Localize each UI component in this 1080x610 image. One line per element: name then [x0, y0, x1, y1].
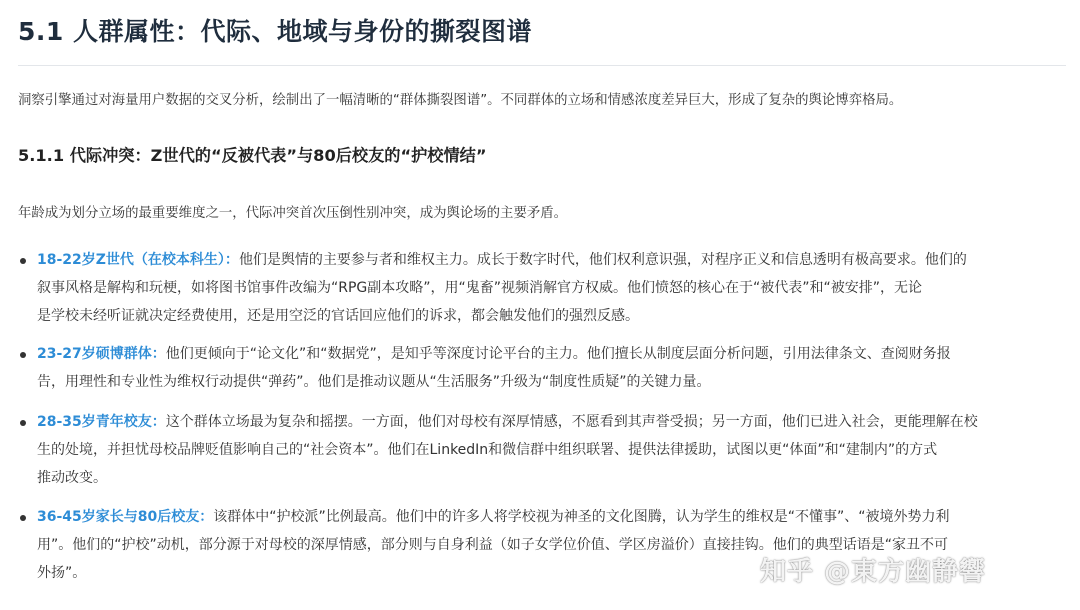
bullet-line — [37, 344, 951, 364]
bullet-line: 用”。他们的“护校”动机，部分源于对母校的深厚情感，部分则与自身利益（如子女学位价值、学区房溢价）直接挂钩。他们的典型话语是“家丑不可 — [37, 537, 949, 553]
bullet-lead: 28-35岁青年校友： — [37, 414, 166, 430]
bullet-dot — [20, 515, 26, 521]
bullet-lead: 23-27岁硕博群体： — [37, 346, 166, 362]
title-divider — [18, 65, 1066, 66]
bullet-text: 他们是舆情的主要参与者和维权主力。成长于数字时代，他们权利意识强，对程序正义和信息透明有极高要求。他们的 — [238, 252, 967, 268]
bullet-line: 告，用理性和专业性为维权行动提供“弹药”。他们是推动议题从“生活服务”升级为“制度性质疑”的关键力量。 — [37, 374, 711, 390]
page-title: 5.1 人群属性：代际、地域与身份的撕裂图谱 — [18, 17, 532, 46]
bullet-lead: 36-45岁家长与80后校友： — [37, 509, 214, 525]
bullet-line — [37, 412, 978, 432]
section-paragraph: 年龄成为划分立场的最重要维度之一，代际冲突首次压倒性别冲突，成为舆论场的主要矛盾。 — [18, 206, 568, 221]
bullet-line: 外扬”。 — [37, 565, 87, 581]
section-subtitle: 5.1.1 代际冲突：Z世代的“反被代表”与80后校友的“护校情结” — [18, 146, 487, 165]
bullet-text: 该群体中“护校派”比例最高。他们中的许多人将学校视为神圣的文化图腾，认为学生的维权是“不懂事”、“被境外势力利 — [213, 509, 950, 525]
bullet-line: 叙事风格是解构和玩梗，如将图书馆事件改编为“RPG副本攻略”，用“鬼畜”视频消解官方权威。他们愤怒的核心在于“被代表”和“被安排”，无论 — [37, 280, 923, 296]
watermark: 知乎 @東方幽静響 — [760, 557, 987, 587]
intro-paragraph: 洞察引擎通过对海量用户数据的交叉分析，绘制出了一幅清晰的“群体撕裂图谱”。不同群体的立场和情感浓度差异巨大，形成了复杂的舆论博弈格局。 — [18, 93, 903, 108]
bullet-line: 生的处境，并担忧母校品牌贬值影响自己的“社会资本”。他们在LinkedIn和微信群中组织联署、提供法律援助，试图以更“体面”和“建制内”的方式 — [37, 442, 938, 458]
bullet-text: 这个群体立场最为复杂和摇摆。一方面，他们对母校有深厚情感，不愿看到其声誉受损；另一方面，他们已进入社会，更能理解在校 — [165, 414, 978, 430]
bullet-line: 是学校未经听证就决定经费使用，还是用空泛的官话回应他们的诉求，都会触发他们的强烈反感。 — [37, 308, 639, 324]
bullet-line: 推动改变。 — [37, 470, 107, 486]
bullet-dot — [20, 420, 26, 426]
bullet-text: 他们更倾向于“论文化”和“数据党”，是知乎等深度讨论平台的主力。他们擅长从制度层面分析问题，引用法律条文、查阅财务报 — [165, 346, 951, 362]
bullet-line — [37, 250, 967, 270]
bullet-line — [37, 507, 950, 527]
bullet-dot — [20, 352, 26, 358]
bullet-lead: 18-22岁Z世代（在校本科生）： — [37, 252, 239, 268]
bullet-dot — [20, 258, 26, 264]
